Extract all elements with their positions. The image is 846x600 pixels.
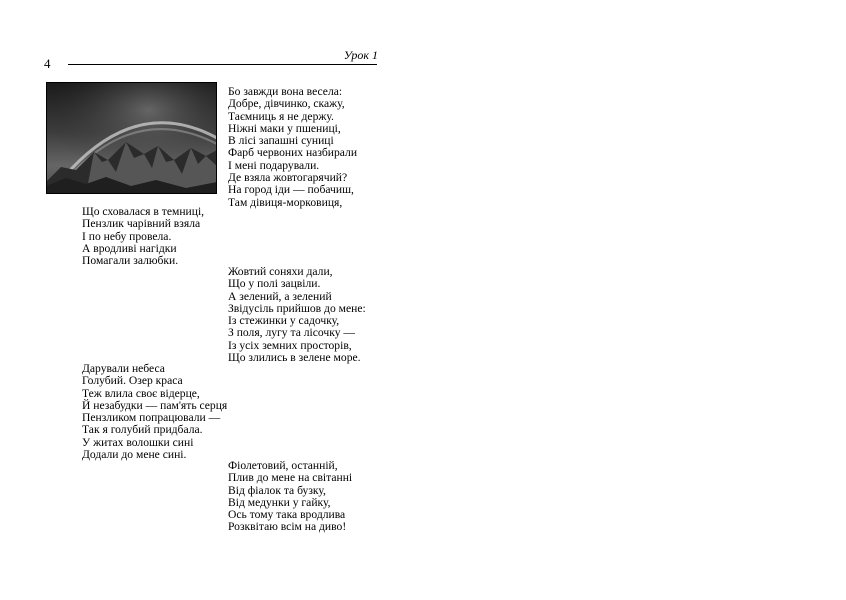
header-title: Урок 1 <box>343 48 378 62</box>
stanza <box>82 206 204 267</box>
poem-line: Бо завжди вона весела: <box>228 85 343 98</box>
poem-line: Ось тому така вродлива <box>228 508 346 522</box>
poem-line: Теж влила своє відерце, <box>82 386 200 400</box>
poem-line: Від медунки у гайку, <box>228 495 331 509</box>
poem-line: Пензлик чарівний взяла <box>82 217 201 231</box>
poem-line: Що злились в зелене море. <box>228 351 361 365</box>
poem-line: Ніжні маки у пшениці, <box>228 121 341 135</box>
poem-line: На город іди — побачиш, <box>228 183 354 197</box>
poem-line: Голубий. Озер краса <box>82 374 183 388</box>
poem-line: Де взяла жовтогарячий? <box>228 171 348 185</box>
poem-line: Фарб червоних назбирали <box>228 146 358 160</box>
poem-line: Помагали залюбки. <box>82 254 179 268</box>
poem-line: Пензликом попрацювали — <box>82 411 221 425</box>
poem-line: Що у полі зацвіли. <box>228 277 321 291</box>
poem-line: Звідусіль прийшов до мене: <box>228 301 366 315</box>
poem-line: Таємниць я не держу. <box>228 109 334 123</box>
stanza <box>82 363 227 461</box>
poem-line: Жовтий соняхи дали, <box>228 265 333 278</box>
poem-line: Від фіалок та бузку, <box>228 483 326 497</box>
poem-line: І мені подарували. <box>228 158 320 172</box>
poem-line: Розквітаю всім на диво! <box>228 520 347 534</box>
poem-line: Що сховалася в темниці, <box>82 205 205 218</box>
poem-line: В лісі запашні суниці <box>228 134 334 148</box>
page-number: 4 <box>44 56 51 71</box>
poem-line: Фіолетовий, останній, <box>228 459 338 472</box>
poem-line: А зелений, а зелений <box>228 289 332 303</box>
poem-line: І по небу провела. <box>82 229 172 243</box>
poem-line: А вродливі нагідки <box>82 241 177 255</box>
poem-line: Плив до мене на світанні <box>228 471 353 485</box>
poem-line: У житах волошки сині <box>82 435 194 449</box>
poem-line: Так я голубий придбала. <box>82 423 203 437</box>
poem-line: Із усіх земних просторів, <box>228 338 352 352</box>
poem-line: Із стежинки у садочку, <box>228 314 340 328</box>
poem-line: Дарували небеса <box>82 362 165 375</box>
poem-line: Там дівиця-морковиця, <box>228 195 343 209</box>
stanza <box>228 86 357 209</box>
poem-line: З поля, лугу та лісочку — <box>228 326 355 340</box>
rainbow-mountains-photo <box>46 82 217 194</box>
stanza <box>228 460 352 534</box>
poem-line: Добре, дівчинко, скажу, <box>228 97 345 111</box>
stanza <box>228 266 366 364</box>
poem-line: Й незабудки — пам'ять серця <box>82 398 228 412</box>
poem-line: Додали до мене сині. <box>82 448 187 462</box>
header-rule <box>68 64 377 65</box>
